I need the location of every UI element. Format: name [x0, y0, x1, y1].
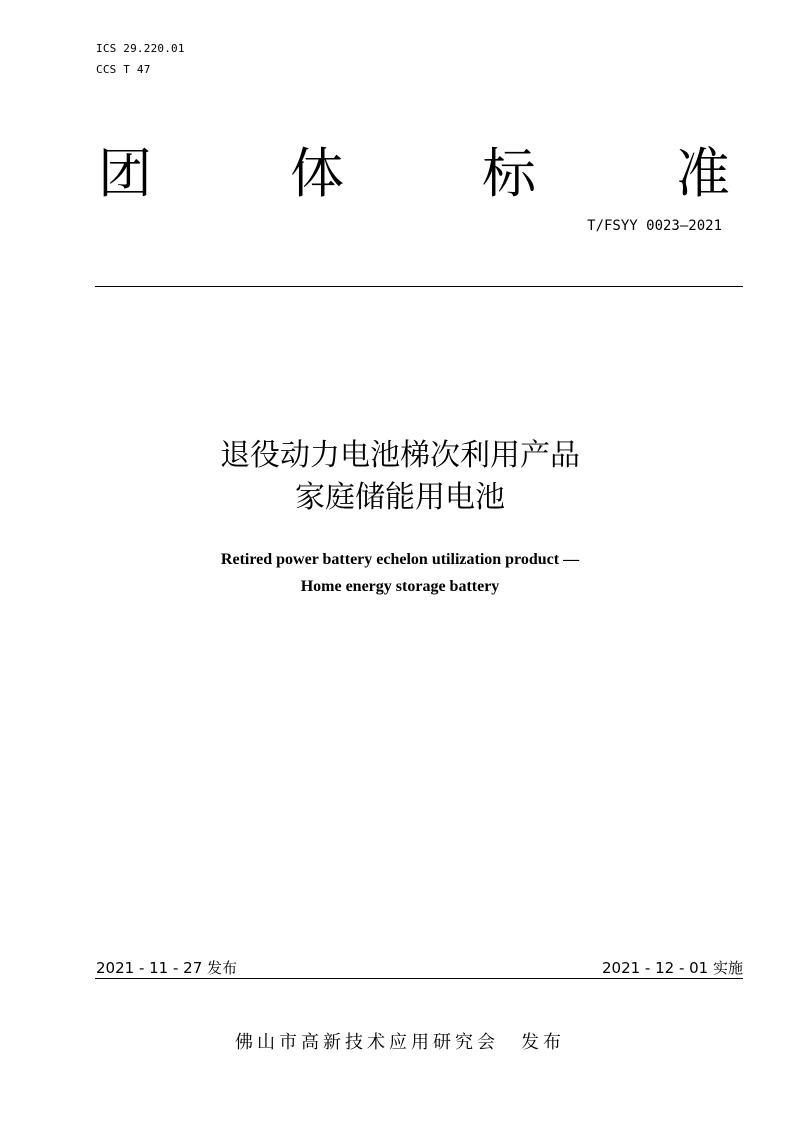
- publisher: [0, 1028, 800, 1054]
- standard-type-char-3: 标: [482, 142, 536, 205]
- title-zh-line-1: 退役动力电池梯次利用产品: [220, 438, 580, 473]
- publisher-name: 佛山市高新技术应用研究会: [235, 1032, 499, 1053]
- title-zh-line-2: 家庭储能用电池: [295, 480, 505, 515]
- issue-date: 2021 - 11 - 27 发布: [96, 959, 238, 977]
- ccs-code: CCS T 47: [96, 63, 151, 76]
- standard-type-char-4: 准: [676, 142, 730, 205]
- title-en-line-2: Home energy storage battery: [300, 578, 500, 595]
- standard-type-char-1: 团: [98, 142, 152, 205]
- ics-code: ICS 29.220.01: [96, 42, 185, 55]
- header-divider: [95, 286, 743, 287]
- title-en-line-1: Retired power battery echelon utilization product —: [220, 551, 580, 568]
- standard-type-char-2: 体: [290, 142, 344, 205]
- standard-number: T/FSYY 0023—2021: [587, 218, 722, 234]
- implementation-date: 2021 - 12 - 01 实施: [601, 959, 743, 977]
- date-divider: [95, 978, 743, 979]
- publisher-action: 发布: [521, 1032, 565, 1053]
